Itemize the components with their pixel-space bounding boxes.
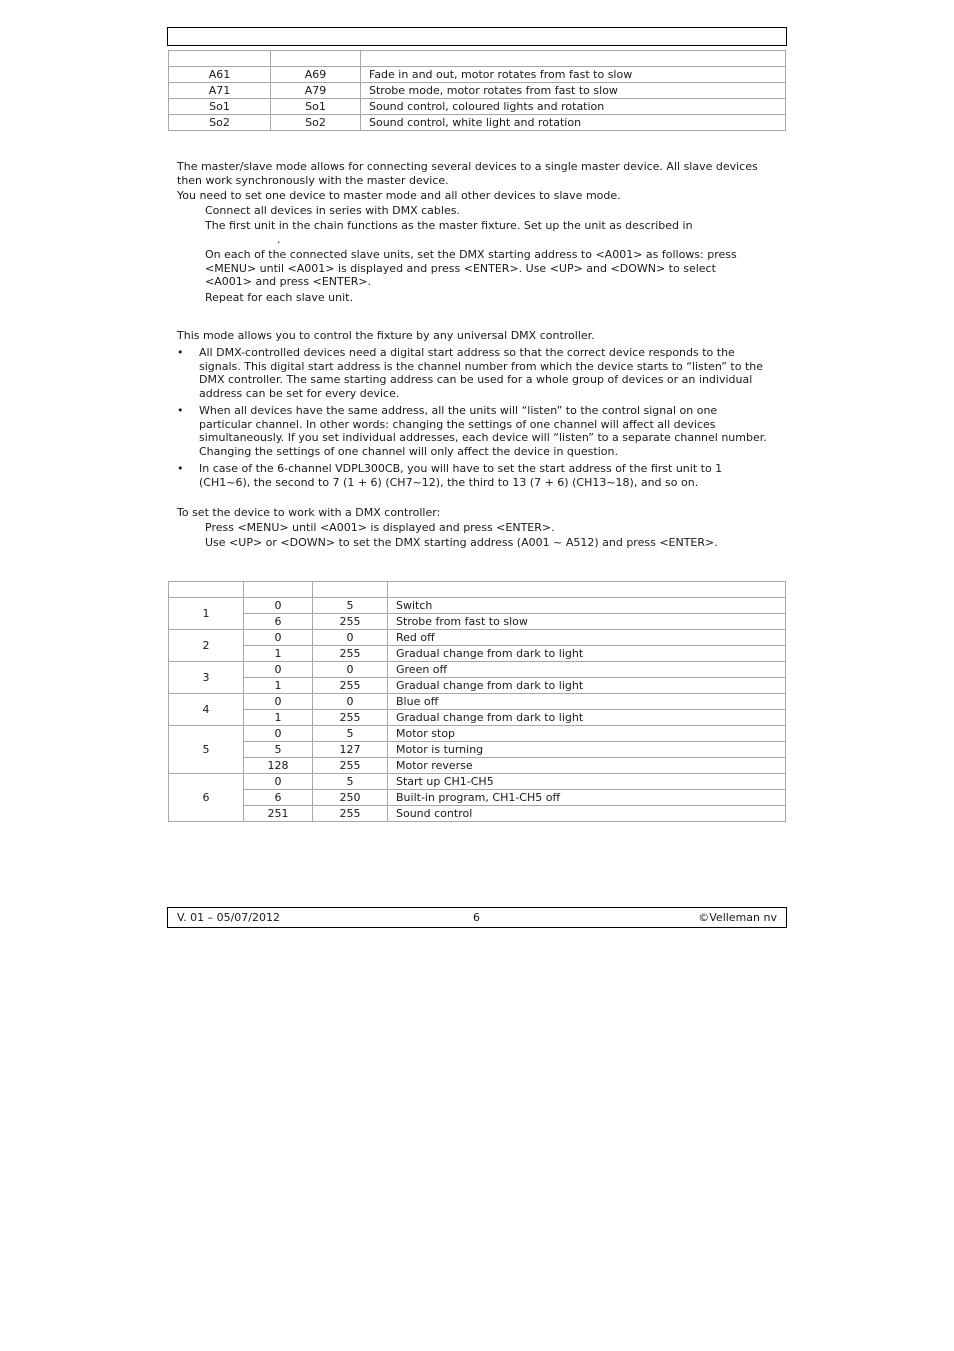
table-cell: 6 [244,790,313,806]
dmx-setup-intro: To set the device to work with a DMX controller: [177,506,441,519]
table-cell: 1 [244,710,313,726]
table-row [169,115,786,131]
master-slave-intro: The master/slave mode allows for connecting several devices to a single master device. All slave devices then work synchronously with the master device. [177,160,758,187]
table-cell: Green off [388,662,786,678]
footer-copyright: ©Velleman nv [698,911,777,924]
bullet-text: In case of the 6-channel VDPL300CB, you will have to set the start address of the first unit to 1 (CH1~6), the second to 7 (1 + 6) (CH7~12), the third to 13 (7 + 6) (CH13~18), and so on. [199,462,723,489]
master-slave-p2: You need to set one device to master mode and all other devices to slave mode. [177,189,621,202]
master-slave-step-1: Connect all devices in series with DMX cables. [205,204,460,217]
table-row [169,662,786,678]
table-cell: 0 [313,694,388,710]
table-cell: Switch [388,598,786,614]
table-cell: Strobe from fast to slow [388,614,786,630]
table-cell: Gradual change from dark to light [388,678,786,694]
step-2-end: . [277,232,281,246]
table-cell: 255 [313,806,388,822]
table-cell: 5 [169,726,244,774]
page-footer [167,907,787,928]
table-row [169,726,786,742]
table-row [169,99,786,115]
table-cell: 128 [244,758,313,774]
table-cell: Motor stop [388,726,786,742]
step-2-text: The first unit in the chain functions as the master fixture. Set up the unit as described in [205,219,693,232]
bullet-icon: • [177,346,184,359]
table-cell: Gradual change from dark to light [388,646,786,662]
table-cell: 0 [244,598,313,614]
table-cell: 255 [313,758,388,774]
table-cell: A71 [169,83,271,99]
table-cell: So1 [271,99,361,115]
table-cell: 255 [313,678,388,694]
table-cell: So2 [271,115,361,131]
table-cell: 251 [244,806,313,822]
table-cell: 1 [169,598,244,630]
table-cell [244,582,313,598]
table-cell: Red off [388,630,786,646]
page-header-box [167,27,787,46]
dmx-setup-step-1: Press <MENU> until <A001> is displayed and press <ENTER>. [205,521,555,534]
dmx-setup-step-2: Use <UP> or <DOWN> to set the DMX starting address (A001 ~ A512) and press <ENTER>. [205,536,718,549]
table-cell: 6 [244,614,313,630]
table-row [169,710,786,726]
table-cell: So1 [169,99,271,115]
bullet-icon: • [177,404,184,417]
channel-table [168,581,786,822]
table-cell: A79 [271,83,361,99]
footer-page-number: 6 [473,911,480,924]
table-header-row [169,582,786,598]
table-cell: 0 [313,662,388,678]
table-cell: 4 [169,694,244,726]
table-cell: Sound control, coloured lights and rotation [361,99,786,115]
table-cell: Sound control, white light and rotation [361,115,786,131]
footer-version: V. 01 – 05/07/2012 [177,911,280,924]
table-cell: Start up CH1-CH5 [388,774,786,790]
table-cell: Strobe mode, motor rotates from fast to slow [361,83,786,99]
table-cell: 5 [313,598,388,614]
table-cell: 255 [313,614,388,630]
table-cell: So2 [169,115,271,131]
table-cell: 0 [313,630,388,646]
table-row [169,806,786,822]
table-cell [313,582,388,598]
table-cell: 0 [244,630,313,646]
table-cell: A61 [169,67,271,83]
table-cell: 1 [244,646,313,662]
table-row [169,758,786,774]
table-row [169,646,786,662]
table-row [169,774,786,790]
master-slave-step-2 [205,219,765,246]
table-cell: 5 [313,726,388,742]
bullet-text: When all devices have the same address, all the units will “listen” to the control signal on one particular channel. In other words: changing the settings of one channel will affect all devices simultaneously. If you set individual addresses, each device will “listen” to a separate channel number. Changing the settings of one channel will only affect the device in question. [199,404,767,458]
table-cell: 0 [244,726,313,742]
table-row [169,67,786,83]
table-cell: Motor is turning [388,742,786,758]
table-header-row [169,51,786,67]
table-row [169,614,786,630]
table-cell: 127 [313,742,388,758]
master-slave-step-4: Repeat for each slave unit. [205,291,353,304]
bullet-icon: • [177,462,184,475]
table-cell: A69 [271,67,361,83]
table-cell: 2 [169,630,244,662]
table-row [169,598,786,614]
table-cell: 255 [313,710,388,726]
table-row [169,678,786,694]
table-row [169,630,786,646]
table-cell: Fade in and out, motor rotates from fast to slow [361,67,786,83]
table-row [169,790,786,806]
table-row [169,83,786,99]
table-cell: Sound control [388,806,786,822]
table-cell: 6 [169,774,244,822]
bullet-text: All DMX-controlled devices need a digital start address so that the correct device responds to the signals. This digital start address is the channel number from which the device starts to “listen” to the DMX controller. The same starting address can be used for a whole group of devices or an individual address can be set for every device. [199,346,764,400]
table-cell [169,582,244,598]
table-cell: 5 [244,742,313,758]
table-cell: 5 [313,774,388,790]
table-cell: 3 [169,662,244,694]
table-cell [361,51,786,67]
master-slave-step-3: On each of the connected slave units, set the DMX starting address to <A001> as follows: press <MENU> until <A001> is displayed and press <ENTER>. Use <UP> and <DOWN> to select <A001> and press <ENTER>. [205,248,737,288]
table-row [169,742,786,758]
table-cell [169,51,271,67]
table-cell: Gradual change from dark to light [388,710,786,726]
table-cell: 0 [244,694,313,710]
table-cell: Motor reverse [388,758,786,774]
table-cell [388,582,786,598]
table-cell [271,51,361,67]
dmx-mode-intro: This mode allows you to control the fixture by any universal DMX controller. [177,329,595,342]
table-cell: 0 [244,662,313,678]
table-cell: Blue off [388,694,786,710]
mode-table [168,50,786,131]
table-cell: 0 [244,774,313,790]
table-cell: 255 [313,646,388,662]
table-cell: Built-in program, CH1-CH5 off [388,790,786,806]
table-row [169,694,786,710]
table-cell: 250 [313,790,388,806]
table-cell: 1 [244,678,313,694]
